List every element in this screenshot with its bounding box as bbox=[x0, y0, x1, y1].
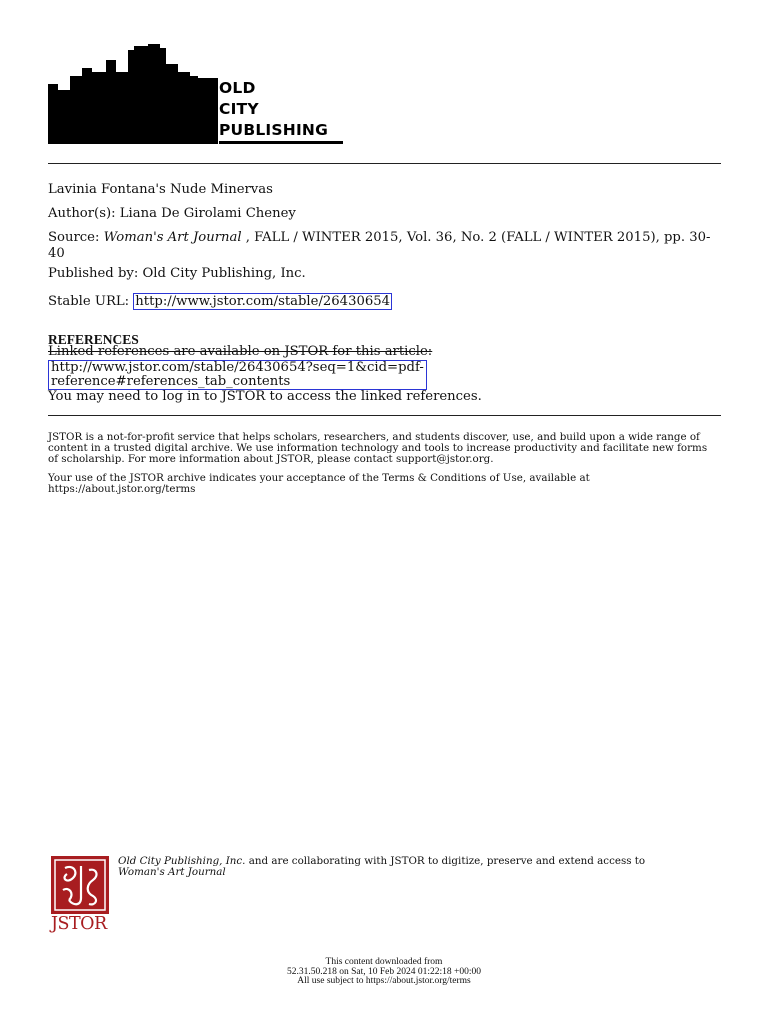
source-journal: Woman's Art Journal bbox=[103, 230, 242, 245]
logo-underline bbox=[219, 141, 343, 144]
author-name: Liana De Girolami Cheney bbox=[119, 206, 296, 221]
top-divider bbox=[48, 163, 721, 164]
download-footer bbox=[200, 958, 568, 987]
source-details: , FALL / WINTER 2015, Vol. 36, No. 2 (FALL / WINTER 2015), pp. 30-40 bbox=[48, 230, 711, 261]
collab-journal: Woman's Art Journal bbox=[118, 866, 226, 878]
publisher-name-line3: PUBLISHING bbox=[219, 121, 329, 139]
article-publisher bbox=[48, 266, 708, 282]
references-link-line1: http://www.jstor.com/stable/26430654?seq=1&cid=pdf- bbox=[51, 359, 424, 375]
terms-notice-paragraph: Your use of the JSTOR archive indicates your acceptance of the Terms & Conditions of Use, available at https://about.jstor.org/terms bbox=[48, 472, 590, 495]
jstor-notice-paragraph: JSTOR is a not-for-profit service that helps scholars, researchers, and students discover, use, and build upon a wide range of content in a trusted digital archive. We use information technology and tools to increase productivity and facilitate new forms of scholarship. For more information about JSTOR, please contact support@jstor.org. bbox=[48, 431, 708, 465]
jstor-emblem-icon bbox=[51, 856, 109, 914]
references-note: You may need to log in to JSTOR to access the linked references. bbox=[48, 388, 482, 404]
collab-publisher: Old City Publishing, Inc. bbox=[118, 855, 246, 867]
references-body bbox=[48, 345, 688, 404]
jstor-wordmark: JSTOR bbox=[51, 914, 107, 934]
references-link-line2: reference#references_tab_contents bbox=[51, 373, 291, 389]
source-label: Source: bbox=[48, 230, 104, 245]
publisher-name-line1: OLD bbox=[219, 79, 256, 97]
footer-line3: All use subject to https://about.jstor.org/terms bbox=[297, 976, 471, 987]
jstor-logo bbox=[51, 856, 113, 936]
collaboration-statement bbox=[118, 856, 678, 878]
references-link[interactable] bbox=[48, 360, 427, 390]
stable-url-link[interactable]: http://www.jstor.com/stable/26430654 bbox=[135, 294, 391, 309]
middle-divider bbox=[48, 415, 721, 416]
article-title: Lavinia Fontana's Nude Minervas bbox=[48, 182, 273, 197]
collab-text: and are collaborating with JSTOR to digitize, preserve and extend access to bbox=[245, 855, 646, 867]
publisher-value: Old City Publishing, Inc. bbox=[142, 266, 306, 281]
publisher-name bbox=[219, 78, 328, 141]
stable-url-line bbox=[48, 294, 708, 310]
references-intro: Linked references are available on JSTOR for this article: bbox=[48, 344, 433, 359]
footer-line2: 52.31.50.218 on Sat, 10 Feb 2024 01:22:18 +00:00 bbox=[286, 966, 482, 977]
article-author bbox=[48, 206, 708, 222]
article-source bbox=[48, 230, 718, 262]
author-label: Author(s): bbox=[48, 206, 120, 221]
references-heading: REFERENCES bbox=[48, 332, 139, 347]
footer-line1: This content downloaded from bbox=[325, 957, 443, 967]
city-skyline-icon bbox=[48, 42, 218, 144]
published-label: Published by: bbox=[48, 266, 143, 281]
publisher-name-line2: CITY bbox=[219, 100, 259, 118]
publisher-logo bbox=[48, 42, 343, 144]
stable-url-label: Stable URL: bbox=[48, 294, 134, 309]
